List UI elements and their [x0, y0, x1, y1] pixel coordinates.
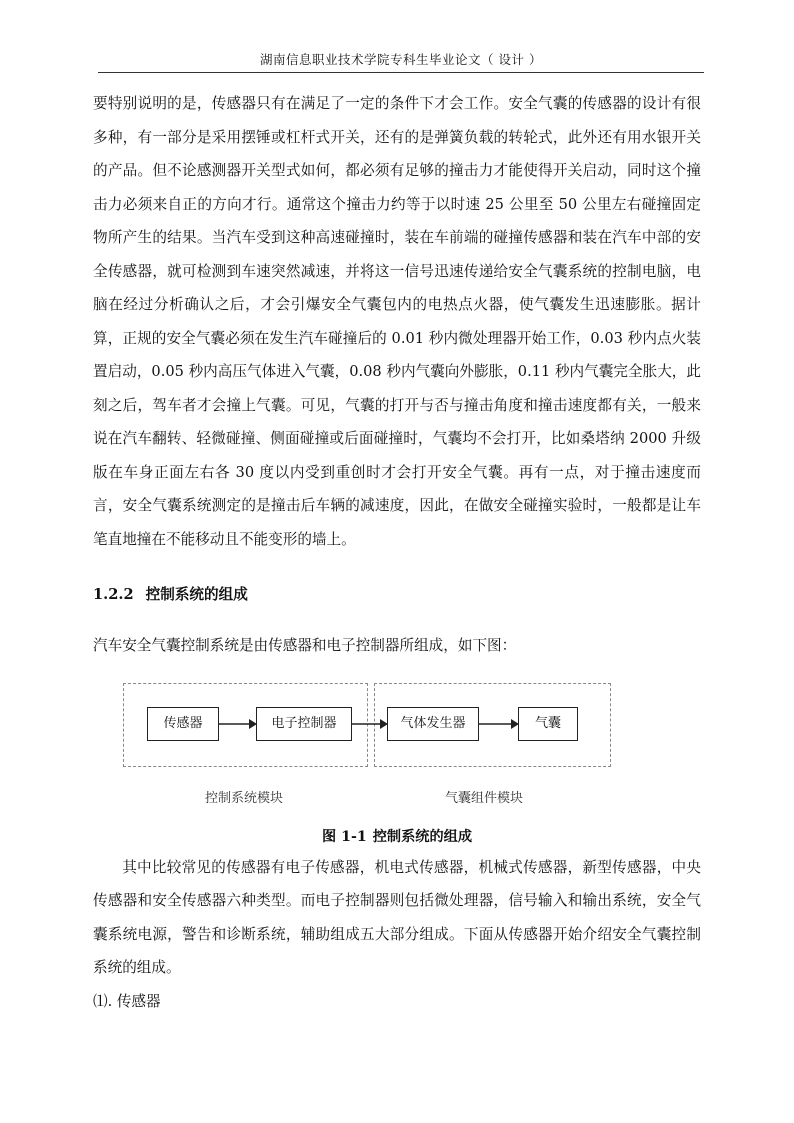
header-rule [98, 72, 704, 73]
section-heading [93, 578, 701, 611]
control-system-diagram [123, 683, 673, 823]
ecu-box: 电子控制器 [256, 707, 352, 741]
sensor-box: 传感器 [147, 707, 219, 741]
section-number: 1.2.2 [93, 586, 134, 603]
figure-caption-text: 控制系统的组成 [372, 828, 473, 845]
page-content [93, 87, 701, 1018]
page-header: 湖南信息职业技术学院专科生毕业论文（ 设计 ） [260, 52, 542, 67]
section-intro: 汽车安全气囊控制系统是由传感器和电子控制器所组成，如下图： [93, 637, 517, 654]
figure-caption [93, 823, 701, 851]
arrow-ecu-to-gas-generator [352, 716, 388, 732]
subsection-item: ⑴. 传感器 [93, 992, 161, 1010]
figure-caption-number: 图 1-1 [321, 828, 367, 845]
body-paragraph-1: 要特别说明的是，传感器只有在满足了一定的条件下才会工作。安全气囊的传感器的设计有很多种，有一部分是采用摆锤或杠杆式开关，还有的是弹簧负载的转轮式，此外还有用水银开关的产品。但不论感测器开关型式如何，都必须有足够的撞击力才能使得开关启动，同时这个撞击力必须来自正的方向才行。通常这个撞击力约等于以时速 25 公里至 50 公里左右碰撞固定物所产生的结果。当汽车受到这种高速碰撞时，装在车前端的碰撞传感器和装在汽车中部的安全传感器，就可检测到车速突然减速，并将这一信号迅速传递给安全气囊系统的控制电脑，电脑在经过分析确认之后，才会引爆安全气囊包内的电热点火器，使气囊发生迅速膨胀。据计算，正规的安全气囊必须在发生汽车碰撞后的 0.01 秒内微处理器开始工作，0.03 秒内点火装置启动，0.05 秒内高压气体进入气囊，0.08 秒内气囊向外膨胀，0.11 秒内气囊完全胀大，此刻之后，驾车者才会撞上气囊。可见，气囊的打开与否与撞击角度和撞击速度都有关，一般来说在汽车翻转、轻微碰撞、侧面碰撞或后面碰撞时，气囊均不会打开，比如桑塔纳 2000 升级版在车身正面左右各 30 度以内受到重创时才会打开安全气囊。再有一点，对于撞击速度而言，安全气囊系统测定的是撞击后车辆的减速度，因此，在做安全碰撞实验时，一般都是让车笔直地撞在不能移动且不能变形的墙上。 [93, 95, 701, 548]
section-title: 控制系统的组成 [145, 586, 248, 603]
control-module-label: 控制系统模块 [205, 790, 284, 806]
airbag-box: 气囊 [518, 707, 578, 741]
arrow-sensor-to-ecu [219, 716, 257, 732]
airbag-module-label: 气囊组件模块 [445, 790, 524, 806]
body-paragraph-2: 其中比较常见的传感器有电子传感器，机电式传感器，机械式传感器，新型传感器，中央传感器和安全传感器六种类型。而电子控制器则包括微处理器，信号输入和输出系统，安全气囊系统电源，警告和诊断系统，辅助组成五大部分组成。下面从传感器开始介绍安全气囊控制系统的组成。 [93, 858, 701, 976]
gas-generator-box: 气体发生器 [387, 707, 479, 741]
arrow-gas-generator-to-airbag [479, 716, 519, 732]
